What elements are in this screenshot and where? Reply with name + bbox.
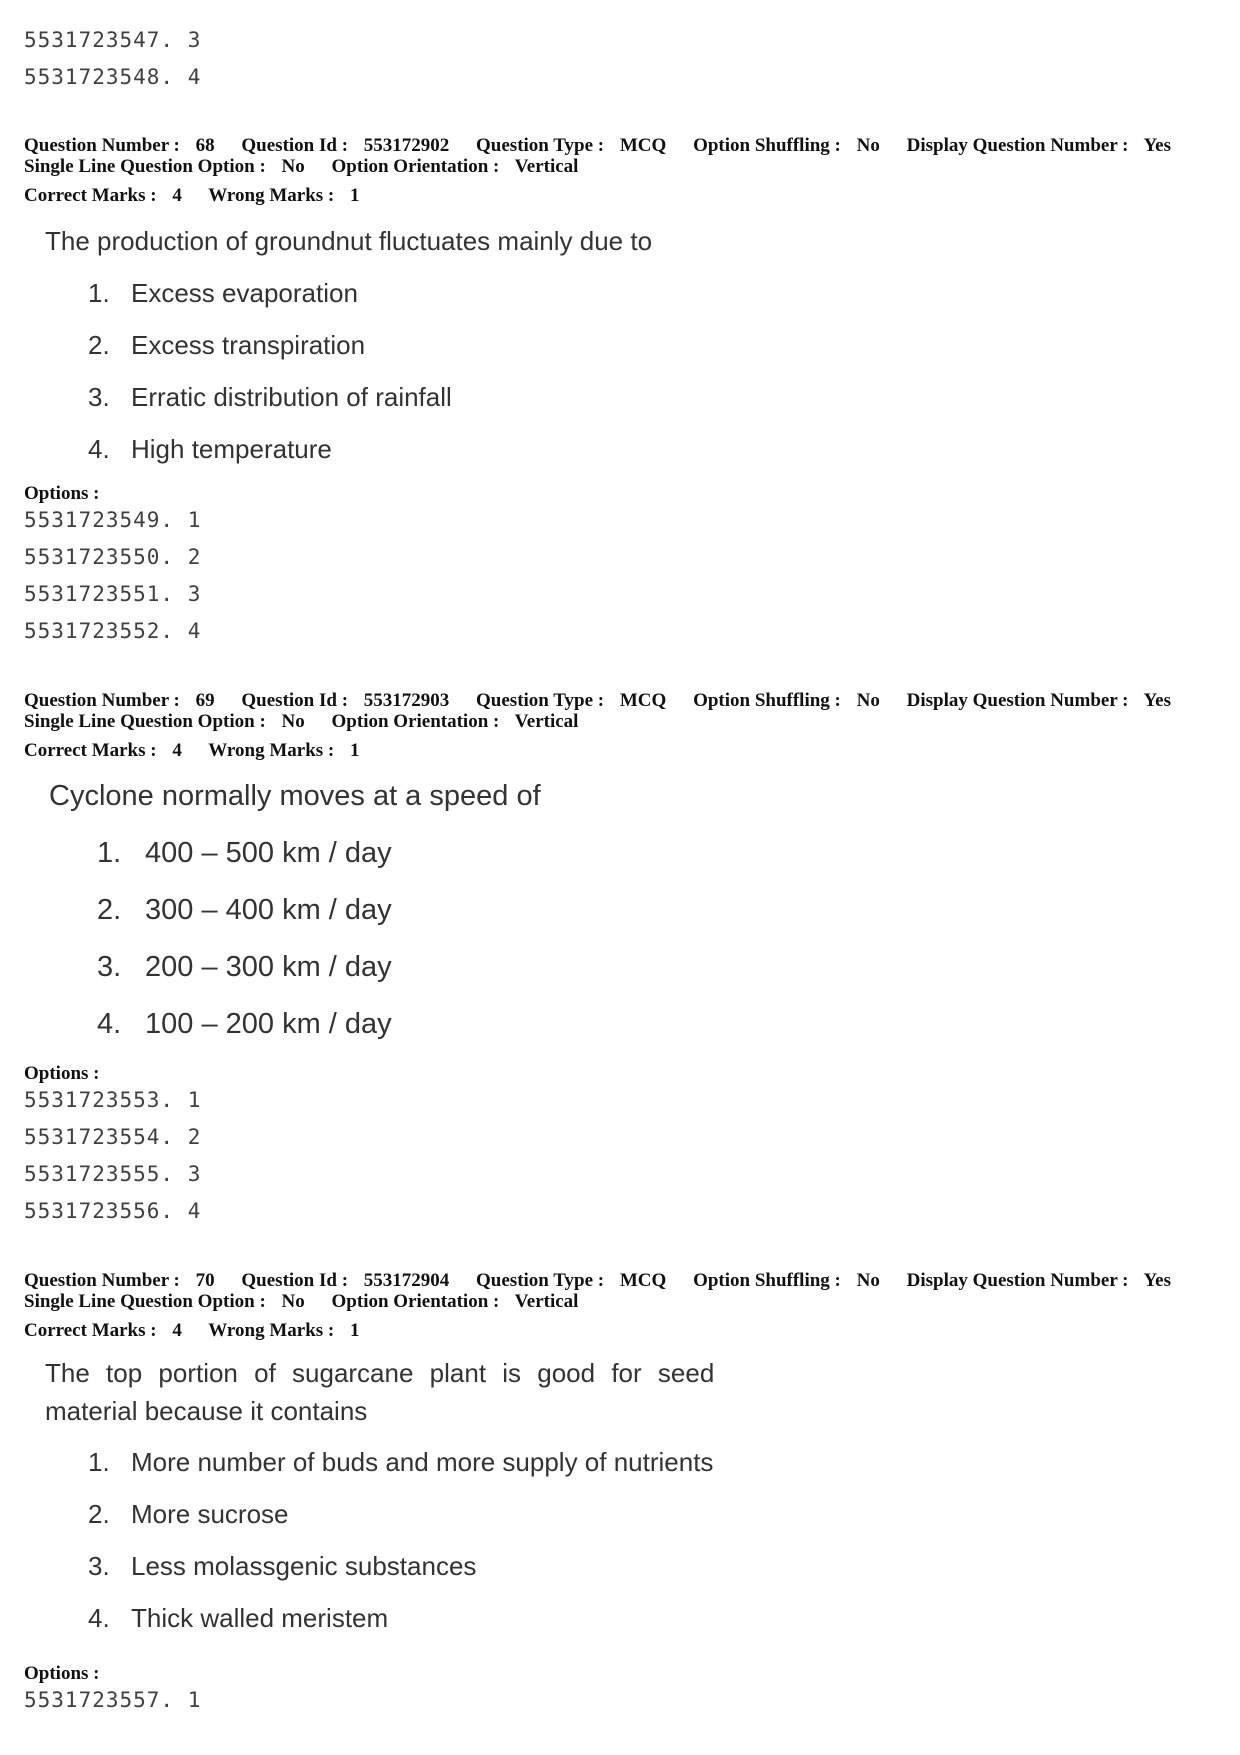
question-meta-line-1: Question Number : 68 Question Id : 553172902 Question Type : MCQ Option Shuffling : No Display Question Number : Yes — [24, 135, 1171, 156]
question-text-line-1: The top portion of sugarcane plant is good for seed — [45, 1358, 715, 1388]
wrong-marks: 1 — [349, 740, 360, 761]
question-number: 70 — [195, 1270, 215, 1291]
option-id: 5531723555. 3 — [24, 1162, 202, 1186]
option-orientation: Vertical — [514, 156, 579, 177]
display-question-number: Yes — [1143, 690, 1171, 711]
option-id: 5531723557. 1 — [24, 1688, 202, 1712]
option-id: 5531723552. 4 — [24, 619, 202, 643]
answer-choice: 1. Excess evaporation — [88, 278, 358, 308]
wrong-marks: 1 — [349, 1320, 360, 1341]
question-text: Cyclone normally moves at a speed of — [49, 780, 541, 812]
marks-line: Correct Marks : 4 Wrong Marks : 1 — [24, 740, 360, 761]
question-id: 553172902 — [363, 135, 450, 156]
answer-choice: 4. 100 – 200 km / day — [97, 1008, 392, 1040]
answer-choice: 4. Thick walled meristem — [88, 1603, 389, 1633]
answer-choice: 4. High temperature — [88, 434, 332, 464]
question-meta-line-2: Single Line Question Option : No Option Orientation : Vertical — [24, 711, 579, 732]
wrong-marks: 1 — [349, 185, 360, 206]
option-id: 5531723554. 2 — [24, 1125, 202, 1149]
display-question-number: Yes — [1143, 1270, 1171, 1291]
question-text: The production of groundnut fluctuates mainly due to — [45, 226, 653, 256]
options-label: Options : — [24, 1063, 100, 1084]
question-number: 69 — [195, 690, 215, 711]
question-type: MCQ — [619, 690, 667, 711]
option-id: 5531723551. 3 — [24, 582, 202, 606]
option-orientation: Vertical — [514, 711, 579, 732]
option-shuffling: No — [856, 135, 880, 156]
answer-choice: 2. More sucrose — [88, 1499, 289, 1529]
options-label: Options : — [24, 1663, 100, 1684]
answer-choice: 3. 200 – 300 km / day — [97, 951, 392, 983]
answer-choice: 2. 300 – 400 km / day — [97, 894, 392, 926]
question-type: MCQ — [619, 1270, 667, 1291]
answer-choice: 3. Less molassgenic substances — [88, 1551, 477, 1581]
single-line-option: No — [281, 156, 305, 177]
option-id: 5531723553. 1 — [24, 1088, 202, 1112]
question-id: 553172904 — [363, 1270, 450, 1291]
question-meta-line-2: Single Line Question Option : No Option Orientation : Vertical — [24, 1291, 579, 1312]
display-question-number: Yes — [1143, 135, 1171, 156]
option-orientation: Vertical — [514, 1291, 579, 1312]
correct-marks: 4 — [172, 1320, 182, 1341]
option-id: 5531723547. 3 — [24, 28, 202, 52]
single-line-option: No — [281, 711, 305, 732]
correct-marks: 4 — [172, 740, 182, 761]
answer-choice: 2. Excess transpiration — [88, 330, 366, 360]
answer-choice: 1. More number of buds and more supply of nutrients — [88, 1447, 714, 1477]
option-id: 5531723548. 4 — [24, 65, 202, 89]
option-id: 5531723550. 2 — [24, 545, 202, 569]
option-shuffling: No — [856, 690, 880, 711]
options-label: Options : — [24, 483, 100, 504]
answer-choice: 1. 400 – 500 km / day — [97, 837, 392, 869]
question-number: 68 — [195, 135, 215, 156]
question-id: 553172903 — [363, 690, 450, 711]
question-meta-line-1: Question Number : 70 Question Id : 553172904 Question Type : MCQ Option Shuffling : No Display Question Number : Yes — [24, 1270, 1171, 1291]
single-line-option: No — [281, 1291, 305, 1312]
answer-choice: 3. Erratic distribution of rainfall — [88, 382, 452, 412]
question-meta-line-2: Single Line Question Option : No Option Orientation : Vertical — [24, 156, 579, 177]
option-id: 5531723549. 1 — [24, 508, 202, 532]
option-id: 5531723556. 4 — [24, 1199, 202, 1223]
question-meta-line-1: Question Number : 69 Question Id : 553172903 Question Type : MCQ Option Shuffling : No Display Question Number : Yes — [24, 690, 1171, 711]
correct-marks: 4 — [172, 185, 182, 206]
option-shuffling: No — [856, 1270, 880, 1291]
marks-line: Correct Marks : 4 Wrong Marks : 1 — [24, 185, 360, 206]
question-text-line-2: material because it contains — [45, 1396, 368, 1426]
question-type: MCQ — [619, 135, 667, 156]
marks-line: Correct Marks : 4 Wrong Marks : 1 — [24, 1320, 360, 1341]
